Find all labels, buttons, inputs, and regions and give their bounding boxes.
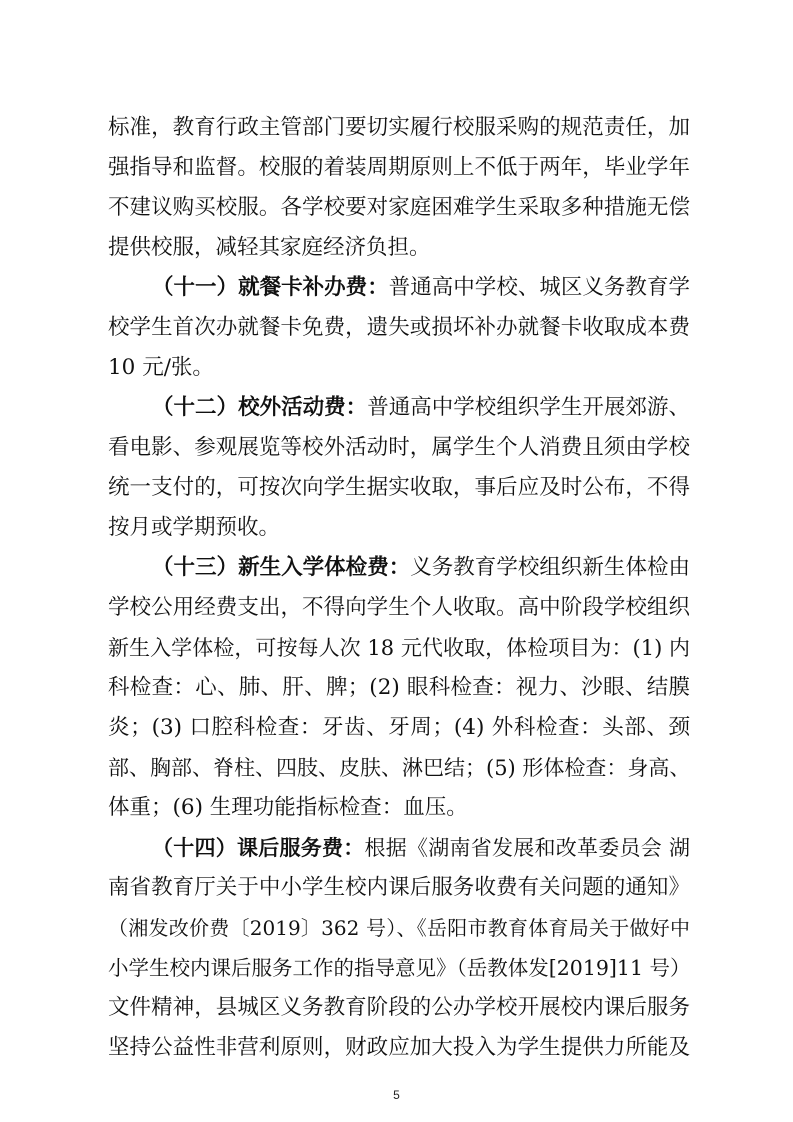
text-line: 学校公用经费支出，不得向学生个人收取。高中阶段学校组织 (108, 595, 690, 620)
text-line: 强指导和监督。校服的着装周期原则上不低于两年，毕业学年 (108, 155, 690, 180)
text-line: 统一支付的，可按次向学生据实收取，事后应及时公布，不得 (108, 475, 690, 500)
text-run: 普通高中学校组织学生开展郊游、 (367, 395, 690, 420)
text-line: 提供校服，减轻其家庭经济负担。 (108, 235, 431, 260)
text-line: 炎；(3) 口腔科检查：牙齿、牙周；(4) 外科检查：头部、颈 (108, 715, 690, 740)
text-line: 看电影、参观展览等校外活动时，属学生个人消费且须由学校 (108, 435, 690, 460)
text-line: 10 元/张。 (108, 355, 214, 380)
paragraph-first-line (152, 553, 690, 583)
text-line: 南省教育厅关于中小学生校内课后服务收费有关问题的通知》 (108, 875, 690, 900)
text-run: 根据《湖南省发展和改革委员会 湖 (364, 836, 690, 860)
page-number: 5 (393, 1088, 400, 1102)
text-run: 义务教育学校组织新生体检由 (410, 555, 690, 580)
text-line: 标准，教育行政主管部门要切实履行校服采购的规范责任，加 (108, 115, 690, 140)
text-line: （湘发改价费〔2019〕362 号）、《岳阳市教育体育局关于做好中 (108, 916, 690, 940)
paragraph-first-line (152, 273, 690, 303)
text-line: 按月或学期预收。 (108, 515, 281, 540)
text-line: 不建议购买校服。各学校要对家庭困难学生采取多种措施无偿 (108, 195, 690, 220)
text-line: 文件精神，县城区义务教育阶段的公办学校开展校内课后服务 (108, 995, 690, 1020)
text-line: 科检查：心、肺、肝、脾；(2) 眼科检查：视力、沙眼、结膜 (108, 675, 690, 700)
text-run: 普通高中学校、城区义务教育学 (388, 275, 690, 300)
section-heading: （十三）新生入学体检费： (152, 555, 411, 580)
text-line: 坚持公益性非营利原则，财政应加大投入为学生提供力所能及 (108, 1035, 690, 1060)
text-line: 部、胸部、脊柱、四肢、皮肤、淋巴结；(5) 形体检查：身高、 (108, 756, 691, 780)
text-line: 小学生校内课后服务工作的指导意见》（岳教体发[2019]11 号） (108, 956, 691, 980)
text-line: 新生入学体检，可按每人次 18 元代收取，体检项目为：(1) 内 (108, 636, 690, 660)
text-line: 校学生首次办就餐卡免费，遗失或损坏补办就餐卡收取成本费 (108, 315, 690, 340)
paragraph-first-line (152, 393, 690, 423)
section-heading: （十一）就餐卡补办费： (152, 275, 389, 300)
section-heading: （十四）课后服务费： (152, 836, 365, 860)
text-line: 体重；(6) 生理功能指标检查：血压。 (108, 795, 468, 820)
paragraph-first-line (152, 833, 690, 863)
section-heading: （十二）校外活动费： (152, 395, 368, 420)
